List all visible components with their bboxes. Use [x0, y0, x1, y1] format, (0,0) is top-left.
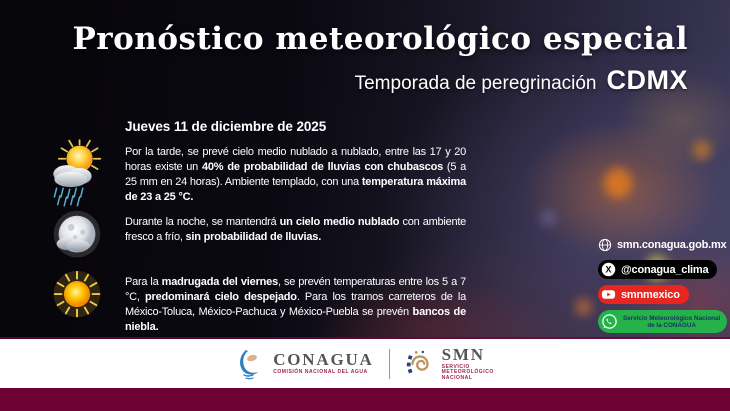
footer	[0, 339, 730, 388]
whatsapp-label-line1: Servicio Meteorológico Nacional	[623, 314, 721, 322]
youtube-icon	[601, 287, 616, 302]
social-links	[598, 236, 730, 333]
conagua-tagline: COMISIÓN NACIONAL DEL AGUA	[273, 369, 368, 376]
header	[72, 22, 688, 96]
smn-tagline: SERVICIO METEOROLÓGICO NACIONAL	[441, 363, 494, 381]
sun-cloud-rain-icon	[38, 139, 108, 209]
whatsapp-icon	[601, 313, 618, 330]
region-label: CDMX	[606, 65, 688, 96]
x-icon	[601, 262, 616, 277]
footer-logo-divider	[389, 349, 390, 379]
balloon-decor	[575, 298, 592, 316]
conagua-logo	[236, 348, 373, 380]
website-label: smn.conagua.gob.mx	[617, 239, 727, 251]
balloon-decor	[540, 210, 556, 226]
sun-icon	[46, 265, 108, 327]
conagua-wordmark: CONAGUA	[273, 350, 374, 370]
moon-cloud-icon	[46, 207, 108, 269]
date-heading: Jueves 11 de diciembre de 2025	[125, 119, 327, 134]
x-handle-label: @conagua_clima	[621, 263, 709, 276]
forecast-early-morning: Para la madrugada del viernes, se prevén temperaturas entre los 5 a 7 °C, predominará cielo despejado. Para los tramos carreteros de la México-Toluca, México-Pachuca y México-Puebla se prevén bancos de niebla.	[125, 276, 466, 333]
whatsapp-label-line2: de la CONAGUA	[647, 321, 696, 329]
balloon-decor	[604, 168, 632, 198]
smn-wordmark: SMN	[441, 344, 485, 364]
x-twitter-link[interactable]	[598, 260, 717, 279]
svg-text:X: X	[605, 264, 612, 275]
whatsapp-link[interactable]	[598, 310, 727, 333]
subtitle: Temporada de peregrinación	[354, 73, 597, 95]
youtube-link[interactable]	[598, 285, 689, 304]
page-title: Pronóstico meteorológico especial	[72, 21, 688, 57]
globe-icon	[598, 238, 612, 252]
forecast-afternoon: Por la tarde, se prevé cielo medio nublado a nublado, entre las 17 y 20 horas existe un 40% de probabilidad de lluvias con chubascos (5 a 25 mm en 24 horas). Ambiente templado, con una temperatura máxima de 23 a 25 °C.	[125, 146, 466, 203]
balloon-decor	[693, 140, 711, 160]
smn-logo	[405, 346, 494, 382]
footer-maroon-band	[0, 388, 730, 411]
website-link[interactable]	[598, 236, 730, 254]
conagua-wave-icon	[236, 348, 266, 380]
smn-spiral-icon	[405, 349, 435, 379]
youtube-label: smnmexico	[621, 288, 680, 301]
forecast-night: Durante la noche, se mantendrá un cielo medio nublado con ambiente fresco a frío, sin probabilidad de lluvias.	[125, 216, 466, 243]
